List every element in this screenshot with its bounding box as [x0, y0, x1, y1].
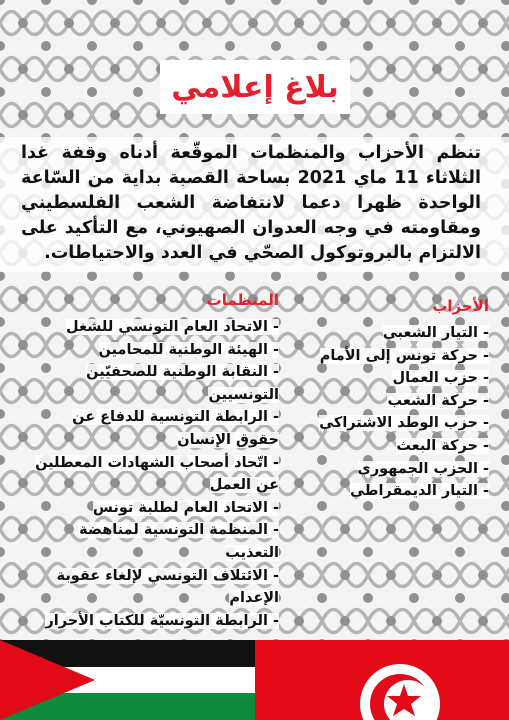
list-item: - حركة الشعب [387, 392, 489, 409]
title-banner [160, 60, 350, 114]
parties-column [299, 290, 489, 503]
list-item: - النقابة الوطنية للصحفيّين التونسيين [86, 364, 279, 403]
list-item: - حزب الوطد الاشتراكي [319, 415, 489, 432]
flags-strip [0, 640, 509, 720]
parties-heading: الأحزاب [432, 297, 489, 315]
list-item: - حزب العمال [392, 370, 489, 387]
page-title: بلاغ إعلامي [171, 69, 339, 105]
list-item: - حركة تونس إلى الأمام [319, 347, 489, 364]
list-item: - الحزب الجمهوري [357, 460, 489, 477]
parties-list [299, 322, 489, 503]
list-item: - التيار الديمقراطي [350, 483, 489, 500]
list-item: - حركة البعث [396, 437, 489, 454]
list-item: - الاتحاد العام لطلبة تونس [92, 499, 279, 516]
list-item: - الهيئة الوطنية للمحامين [98, 341, 279, 358]
organizations-column [29, 290, 279, 632]
list-item: - الرابطة التونسية للدفاع عن حقوق الإنسان [72, 409, 279, 448]
list-item: - المنظمة التونسية لمناهضة التعذيب [79, 522, 279, 561]
palestine-flag [0, 640, 255, 720]
list-item: - الرابطة التونسيّة للكتاب الأحرار [45, 612, 279, 629]
list-item: - الائتلاف التونسي لإلغاء عقوبة الإعدام [56, 567, 279, 607]
list-item: - التيار الشعبي [382, 325, 489, 341]
tunisia-flag [255, 640, 509, 720]
list-item: - الاتحاد العام التونسي للشغل [66, 319, 279, 335]
organizations-heading: المنظمات [206, 291, 279, 309]
list-item: - اتّحاد أصحاب الشهادات المعطلين عن العمل [35, 454, 279, 494]
organizations-list [29, 316, 279, 632]
intro-paragraph: تنظم الأحزاب والمنظمات الموقّعة أدناه وقفة غدا الثلاثاء 11 ماي 2021 بساحة القصبة بداية من السّاعة الواحدة ظهرا دعما لانتفاضة الشعب الفلسطيني ومقاومته في وجه العدوان الصهيوني، مع التأكيد على الالتزام بالبروتوكول الصحّي في العدد والاحتياطات. [21, 143, 481, 263]
